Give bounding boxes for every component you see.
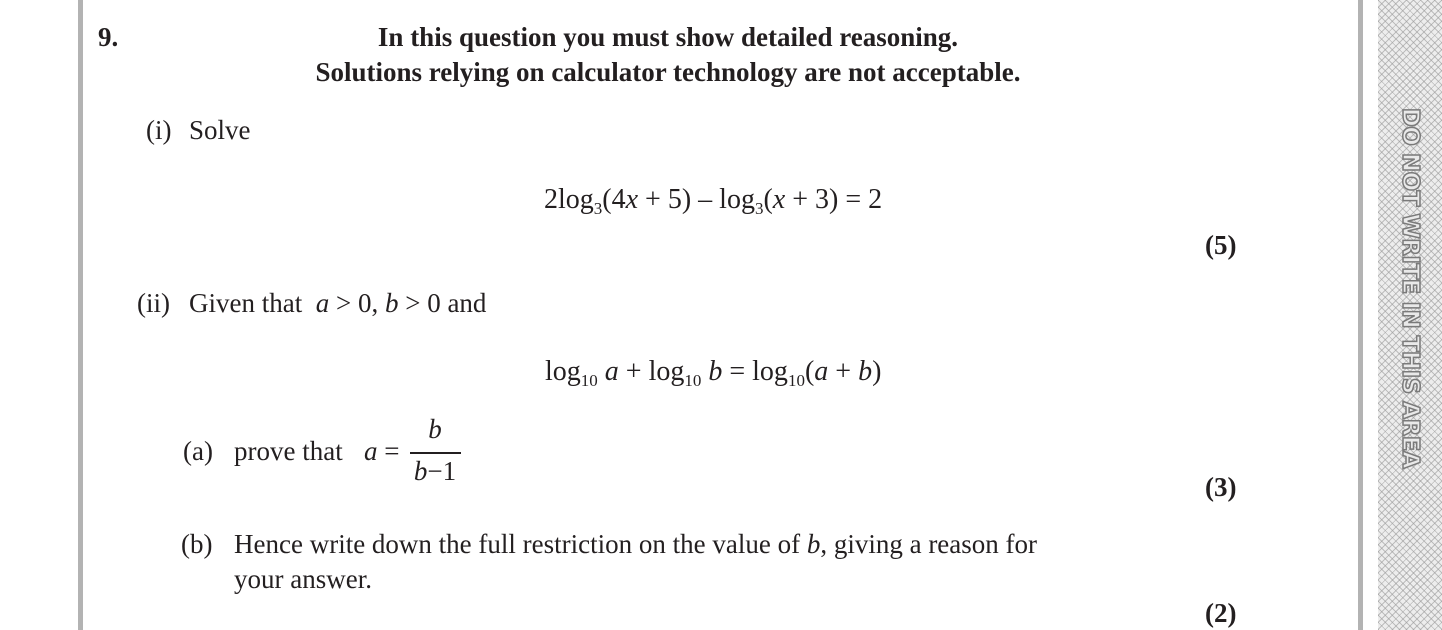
fraction-bar — [410, 452, 461, 454]
part-b-label: (b) — [181, 529, 213, 559]
do-not-write-notice: DO NOT WRITE IN THIS AREA — [1397, 107, 1423, 469]
part-a-marks: (3) — [1205, 472, 1237, 502]
part-a-prompt: prove that — [234, 436, 343, 466]
part-ii-label: (ii) — [137, 288, 170, 318]
part-a-label: (a) — [183, 436, 213, 466]
fraction-numerator: b — [428, 414, 442, 444]
fraction-denominator: b−1 — [413, 456, 457, 486]
part-b-line-1: Hence write down the full restriction on the value of b, giving a reason for — [234, 529, 1038, 559]
part-a-fraction — [408, 414, 462, 488]
part-b-line-2: your answer. — [234, 564, 372, 594]
instruction-line-1: In this question you must show detailed reasoning. — [377, 22, 959, 52]
right-margin-rule — [1358, 0, 1363, 630]
part-a-lhs: a = — [364, 436, 400, 466]
part-b-marks: (2) — [1205, 598, 1237, 628]
part-ii-equation: $\log_{10} a + \log_{10} b = \log_{10}(a + b)$ — [545, 356, 882, 390]
part-i-prompt: Solve — [189, 115, 251, 145]
part-i-label: (i) — [146, 115, 172, 145]
part-i-marks: (5) — [1205, 230, 1237, 260]
left-margin-rule — [78, 0, 83, 630]
part-i-equation: $2\log_3(4x + 5) - \log_3(x + 3) = 2$ — [544, 184, 883, 218]
instruction-line-2: Solutions relying on calculator technology are not acceptable. — [315, 57, 1021, 87]
part-ii-given: Given that a > 0, b > 0 and — [189, 288, 487, 318]
question-number: 9. — [98, 22, 119, 52]
